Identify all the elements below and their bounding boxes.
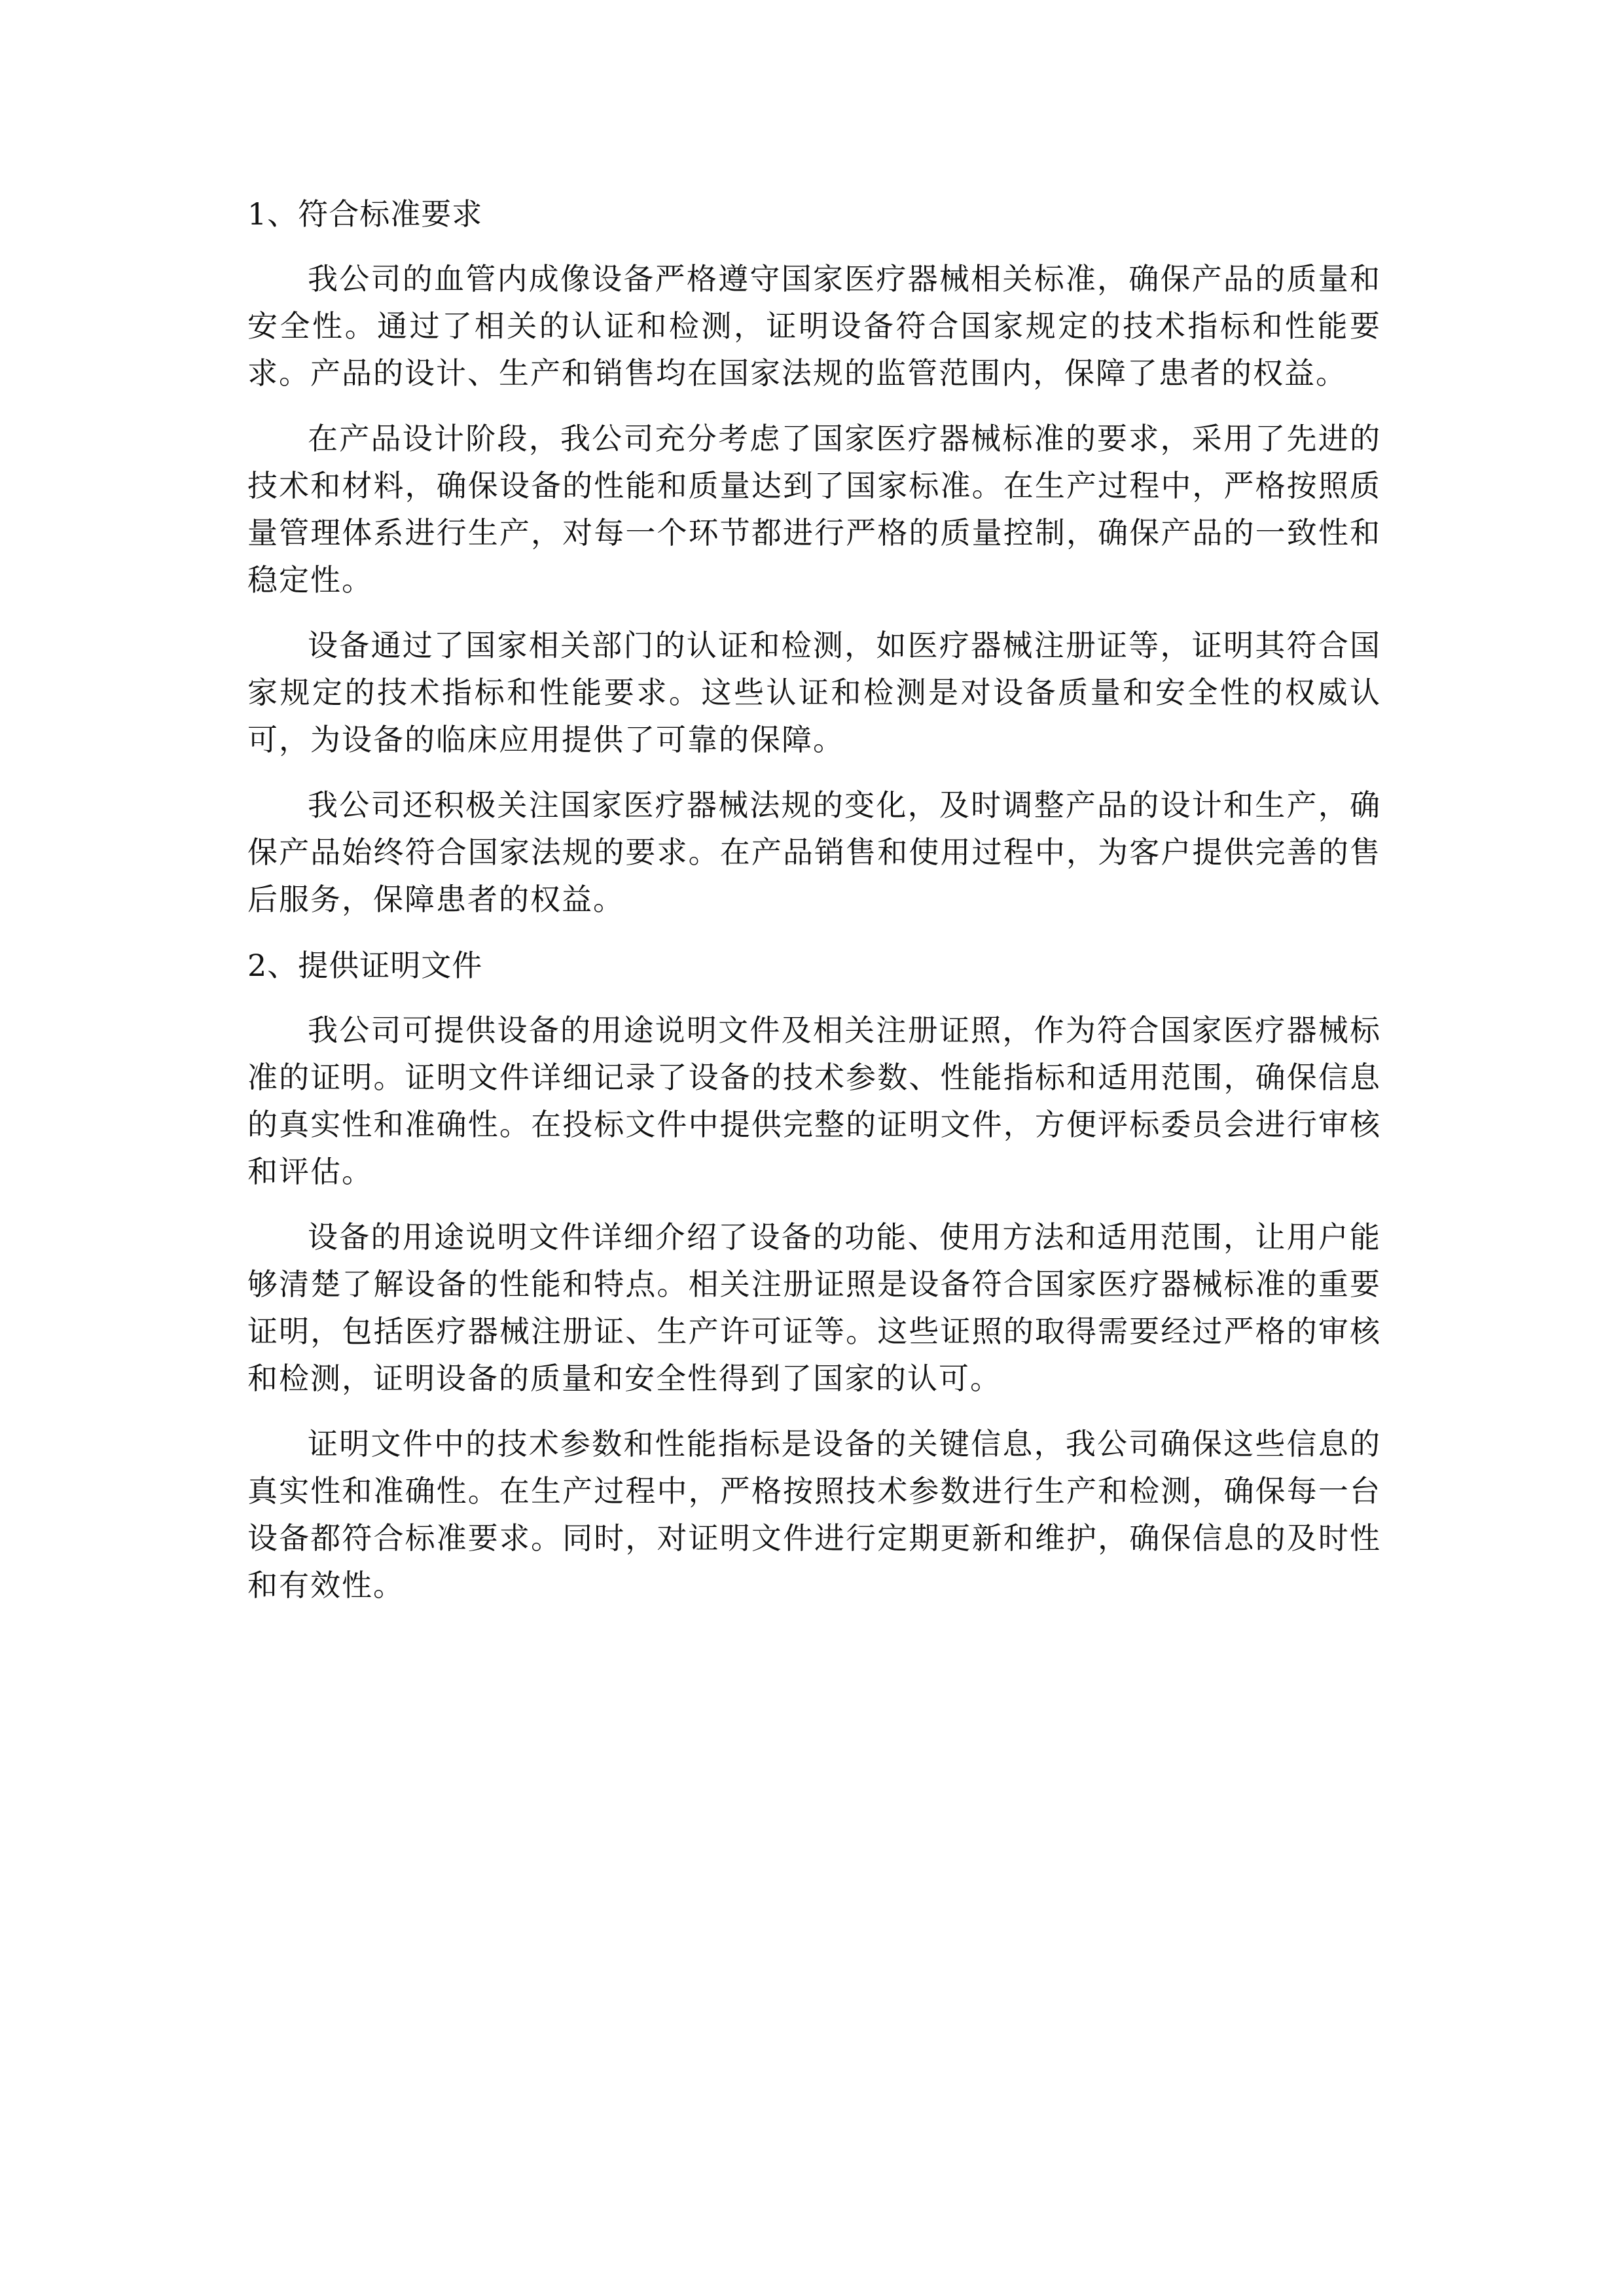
spacer	[247, 237, 1381, 255]
section-heading-1: 1、符合标准要求	[247, 196, 483, 232]
section-1-paragraph-3: 设备通过了国家相关部门的认证和检测，如医疗器械注册证等，证明其符合国家规定的技术指标和性能要求。这些认证和检测是对设备质量和安全性的权威认可，为设备的临床应用提供了可靠的保障。	[247, 628, 1381, 757]
document-page	[247, 185, 1381, 1609]
spacer	[247, 1402, 1381, 1420]
spacer	[247, 763, 1381, 781]
spacer	[247, 988, 1381, 1007]
section-1-paragraph-4: 我公司还积极关注国家医疗器械法规的变化，及时调整产品的设计和生产，确保产品始终符合国家法规的要求。在产品销售和使用过程中，为客户提供完善的售后服务，保障患者的权益。	[247, 787, 1381, 917]
section-heading-2: 2、提供证明文件	[247, 948, 483, 983]
spacer	[247, 1195, 1381, 1213]
section-2-paragraph-2: 设备的用途说明文件详细介绍了设备的功能、使用方法和适用范围，让用户能够清楚了解设备的性能和特点。相关注册证照是设备符合国家医疗器械标准的重要证明，包括医疗器械注册证、生产许可证等。这些证照的取得需要经过严格的审核和检测，证明设备的质量和安全性得到了国家的认可。	[247, 1219, 1381, 1396]
section-2-paragraph-3: 证明文件中的技术参数和性能指标是设备的关键信息，我公司确保这些信息的真实性和准确性。在生产过程中，严格按照技术参数进行生产和检测，确保每一台设备都符合标准要求。同时，对证明文件进行定期更新和维护，确保信息的及时性和有效性。	[247, 1426, 1381, 1603]
section-1-paragraph-1: 我公司的血管内成像设备严格遵守国家医疗器械相关标准，确保产品的质量和安全性。通过了相关的认证和检测，证明设备符合国家规定的技术指标和性能要求。产品的设计、生产和销售均在国家法规的监管范围内，保障了患者的权益。	[247, 261, 1381, 391]
spacer	[247, 397, 1381, 415]
section-1-paragraph-2: 在产品设计阶段，我公司充分考虑了国家医疗器械标准的要求，采用了先进的技术和材料，确保设备的性能和质量达到了国家标准。在生产过程中，严格按照质量管理体系进行生产，对每一个环节都进行严格的质量控制，确保产品的一致性和稳定性。	[247, 421, 1381, 598]
section-2-paragraph-1: 我公司可提供设备的用途说明文件及相关注册证照，作为符合国家医疗器械标准的证明。证明文件详细记录了设备的技术参数、性能指标和适用范围，确保信息的真实性和准确性。在投标文件中提供完整的证明文件，方便评标委员会进行审核和评估。	[247, 1013, 1381, 1189]
spacer	[247, 603, 1381, 622]
